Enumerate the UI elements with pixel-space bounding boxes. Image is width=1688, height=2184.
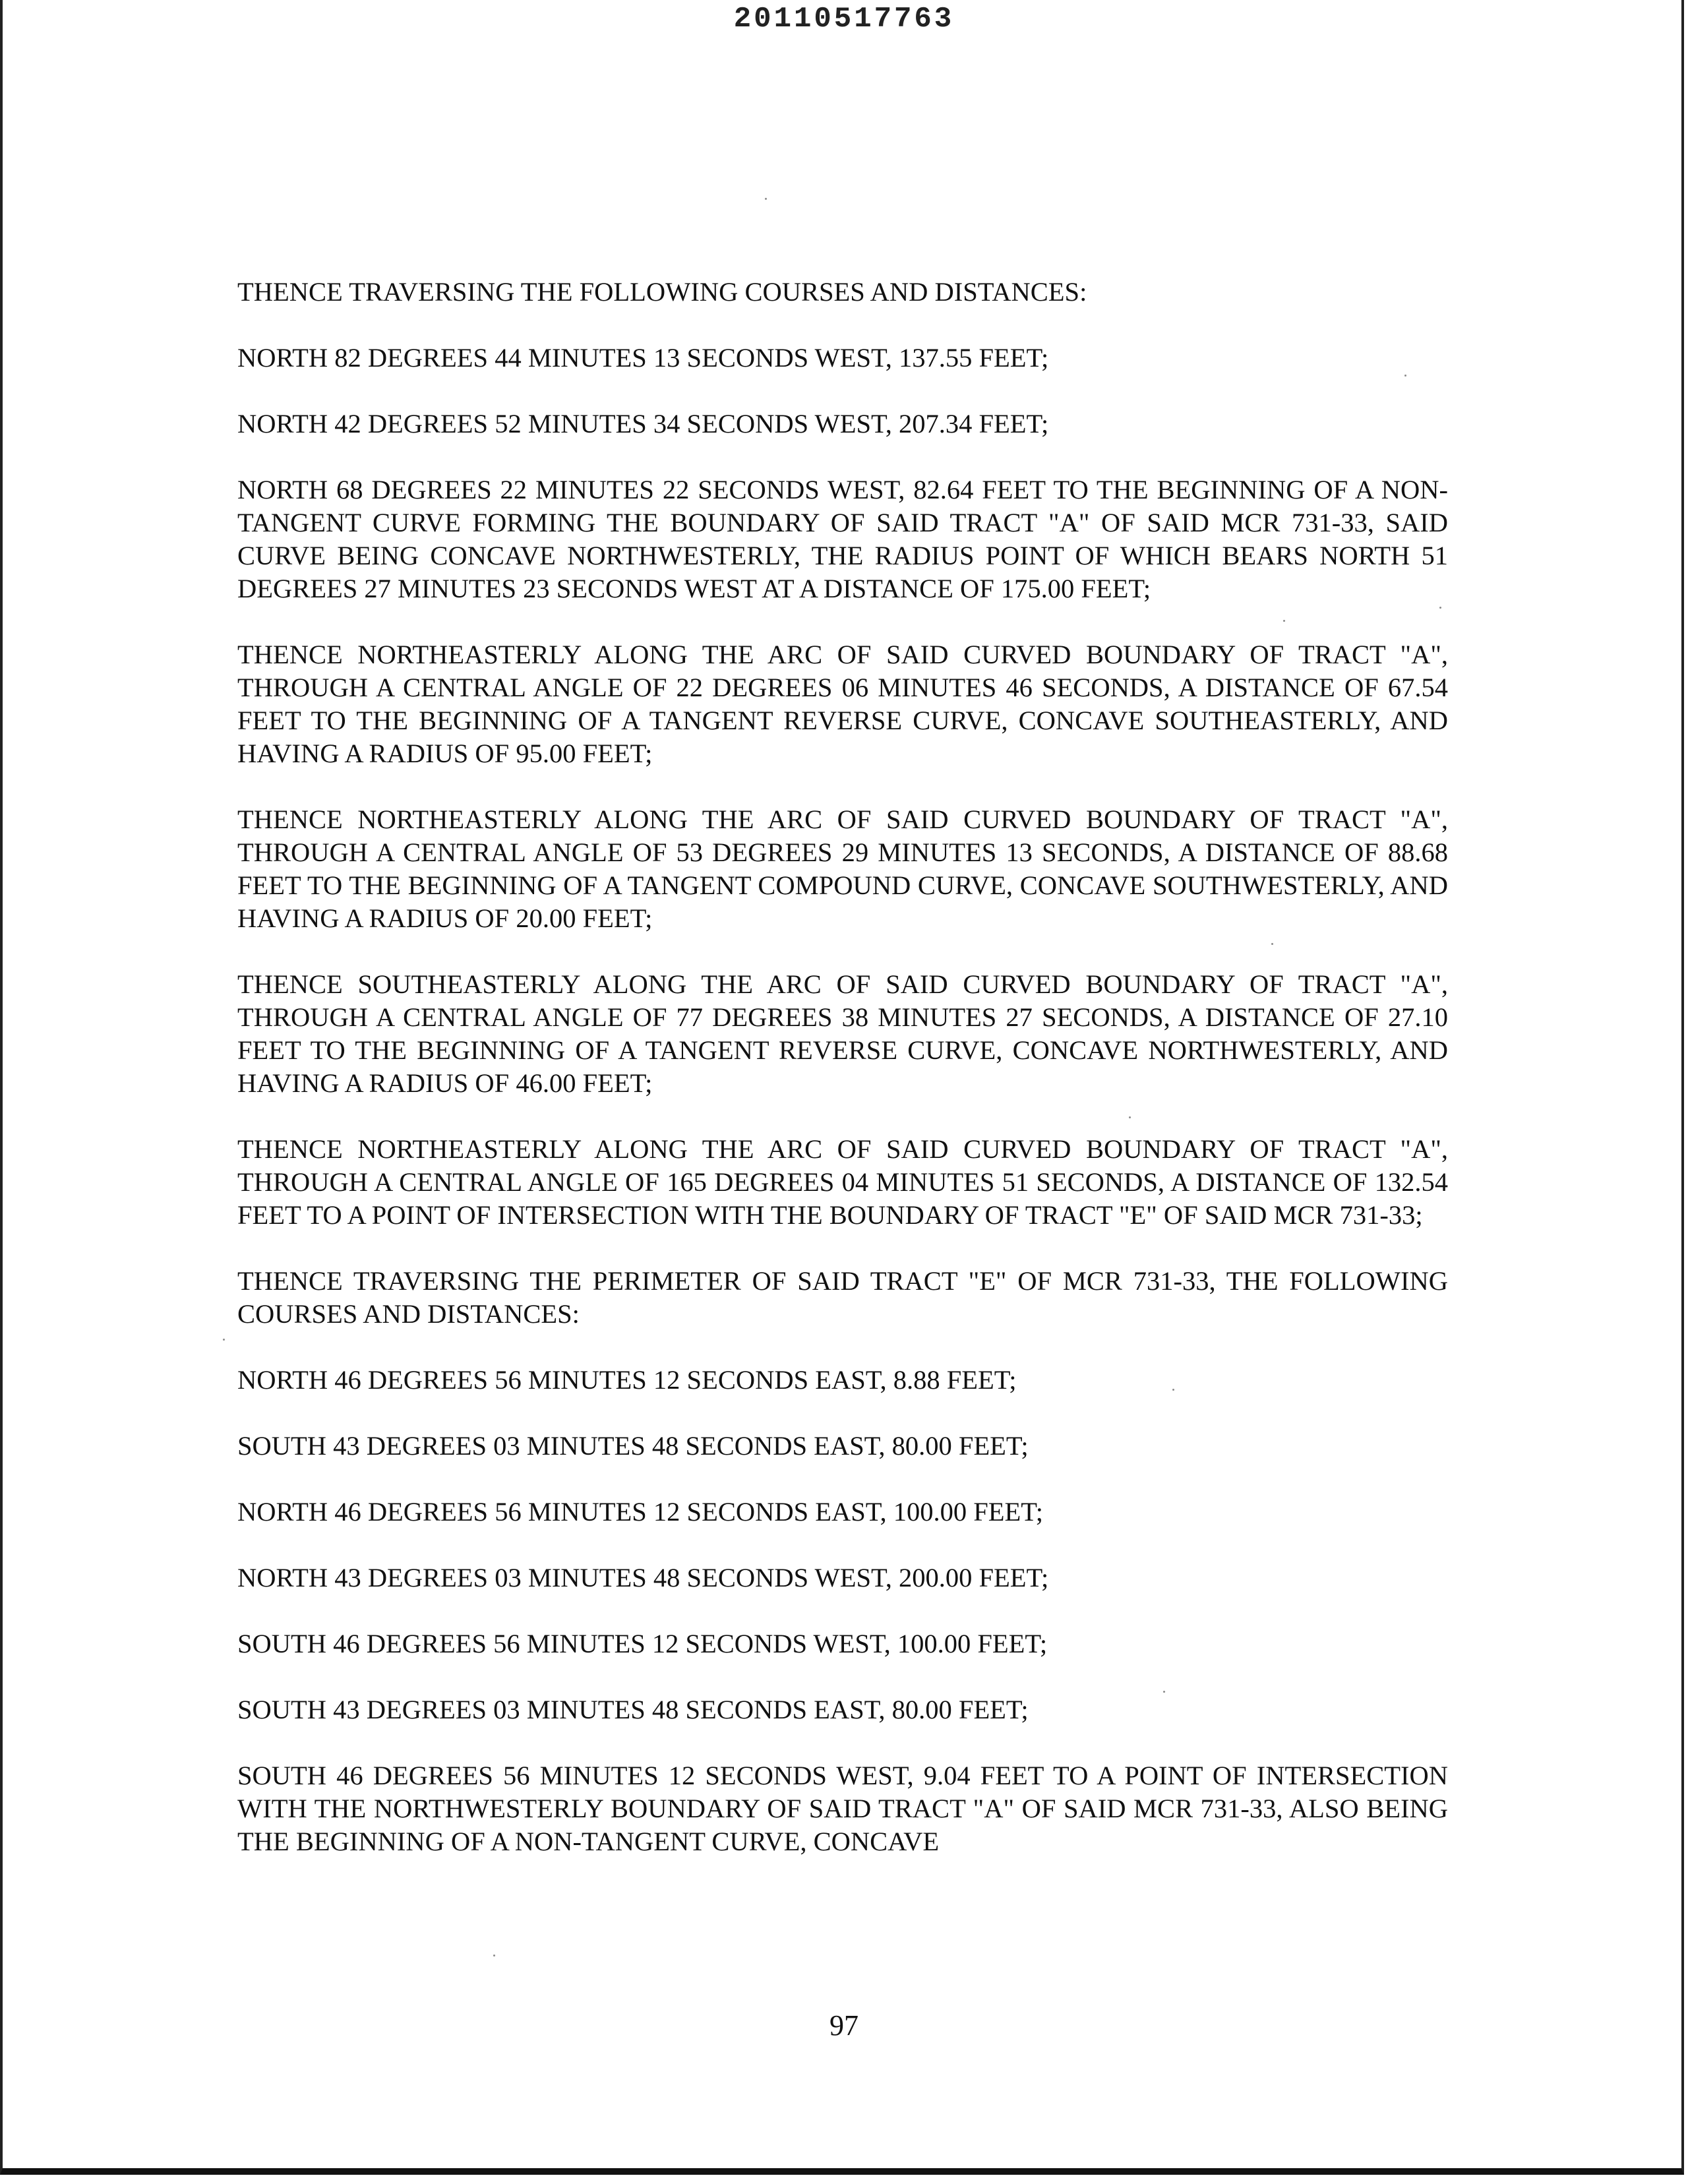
paragraph-course: NORTH 42 DEGREES 52 MINUTES 34 SECONDS WEST, 207.34 FEET; bbox=[237, 409, 1049, 439]
paragraph-arc: THENCE NORTHEASTERLY ALONG THE ARC OF SAID CURVED BOUNDARY OF TRACT "A", THROUGH A CENTRAL ANGLE OF 53 DEGREES 29 MINUTES 13 SECONDS, A DISTANCE OF 88.68 FEET TO THE BEGINNING OF A TANGENT COMPOUND CURVE, CONCAVE SOUTHWESTERLY, AND HAVING A RADIUS OF 20.00 FEET; bbox=[237, 804, 1448, 933]
scan-speck bbox=[1271, 943, 1273, 945]
paragraph-arc: THENCE NORTHEASTERLY ALONG THE ARC OF SAID CURVED BOUNDARY OF TRACT "A", THROUGH A CENTRAL ANGLE OF 165 DEGREES 04 MINUTES 51 SECONDS, A DISTANCE OF 132.54 FEET TO A POINT OF INTERSECTION WITH THE BOUNDARY OF TRACT "E" OF SAID MCR 731-33; bbox=[237, 1134, 1448, 1230]
page-number: 97 bbox=[829, 2009, 859, 2042]
paragraph-course: NORTH 46 DEGREES 56 MINUTES 12 SECONDS EAST, 8.88 FEET; bbox=[237, 1365, 1017, 1395]
scan-speck bbox=[1172, 1389, 1174, 1391]
paragraph-traverse-intro: THENCE TRAVERSING THE FOLLOWING COURSES AND DISTANCES: bbox=[237, 277, 1087, 307]
scan-speck bbox=[493, 1955, 495, 1957]
scan-speck bbox=[1404, 375, 1406, 377]
paragraph-course-curve: NORTH 68 DEGREES 22 MINUTES 22 SECONDS WEST, 82.64 FEET TO THE BEGINNING OF A NON-TANGENT CURVE FORMING THE BOUNDARY OF SAID TRACT "A" OF SAID MCR 731-33, SAID CURVE BEING CONCAVE NORTHWESTERLY, THE RADIUS POINT OF WHICH BEARS NORTH 51 DEGREES 27 MINUTES 23 SECONDS WEST AT A DISTANCE OF 175.00 FEET; bbox=[237, 475, 1448, 603]
document-number: 20110517763 bbox=[733, 3, 955, 36]
paragraph-perimeter-intro: THENCE TRAVERSING THE PERIMETER OF SAID TRACT "E" OF MCR 731-33, THE FOLLOWING COURSES AND DISTANCES: bbox=[237, 1266, 1448, 1329]
paragraph-course: NORTH 43 DEGREES 03 MINUTES 48 SECONDS WEST, 200.00 FEET; bbox=[237, 1563, 1049, 1592]
scan-speck bbox=[1129, 1116, 1131, 1118]
paragraph-course-continued: SOUTH 46 DEGREES 56 MINUTES 12 SECONDS WEST, 9.04 FEET TO A POINT OF INTERSECTION WITH THE NORTHWESTERLY BOUNDARY OF SAID TRACT "A" OF SAID MCR 731-33, ALSO BEING THE BEGINNING OF A NON-TANGENT CURVE, CONCAVE bbox=[237, 1761, 1448, 1856]
paragraph-arc: THENCE SOUTHEASTERLY ALONG THE ARC OF SAID CURVED BOUNDARY OF TRACT "A", THROUGH A CENTRAL ANGLE OF 77 DEGREES 38 MINUTES 27 SECONDS, A DISTANCE OF 27.10 FEET TO THE BEGINNING OF A TANGENT REVERSE CURVE, CONCAVE NORTHWESTERLY, AND HAVING A RADIUS OF 46.00 FEET; bbox=[237, 969, 1448, 1098]
paragraph-course: SOUTH 46 DEGREES 56 MINUTES 12 SECONDS WEST, 100.00 FEET; bbox=[237, 1629, 1048, 1658]
scan-speck bbox=[223, 1339, 225, 1341]
legal-description-body bbox=[237, 276, 1448, 1891]
scan-speck bbox=[1163, 1691, 1165, 1693]
paragraph-course: SOUTH 43 DEGREES 03 MINUTES 48 SECONDS EAST, 80.00 FEET; bbox=[237, 1431, 1029, 1461]
paragraph-course: NORTH 82 DEGREES 44 MINUTES 13 SECONDS WEST, 137.55 FEET; bbox=[237, 343, 1049, 373]
scan-speck bbox=[1283, 620, 1285, 622]
paragraph-course: NORTH 46 DEGREES 56 MINUTES 12 SECONDS EAST, 100.00 FEET; bbox=[237, 1497, 1043, 1527]
scan-speck bbox=[765, 198, 767, 200]
paragraph-course: SOUTH 43 DEGREES 03 MINUTES 48 SECONDS EAST, 80.00 FEET; bbox=[237, 1695, 1029, 1724]
scan-speck bbox=[1439, 607, 1441, 609]
paragraph-arc: THENCE NORTHEASTERLY ALONG THE ARC OF SAID CURVED BOUNDARY OF TRACT "A", THROUGH A CENTRAL ANGLE OF 22 DEGREES 06 MINUTES 46 SECONDS, A DISTANCE OF 67.54 FEET TO THE BEGINNING OF A TANGENT REVERSE CURVE, CONCAVE SOUTHEASTERLY, AND HAVING A RADIUS OF 95.00 FEET; bbox=[237, 640, 1448, 768]
